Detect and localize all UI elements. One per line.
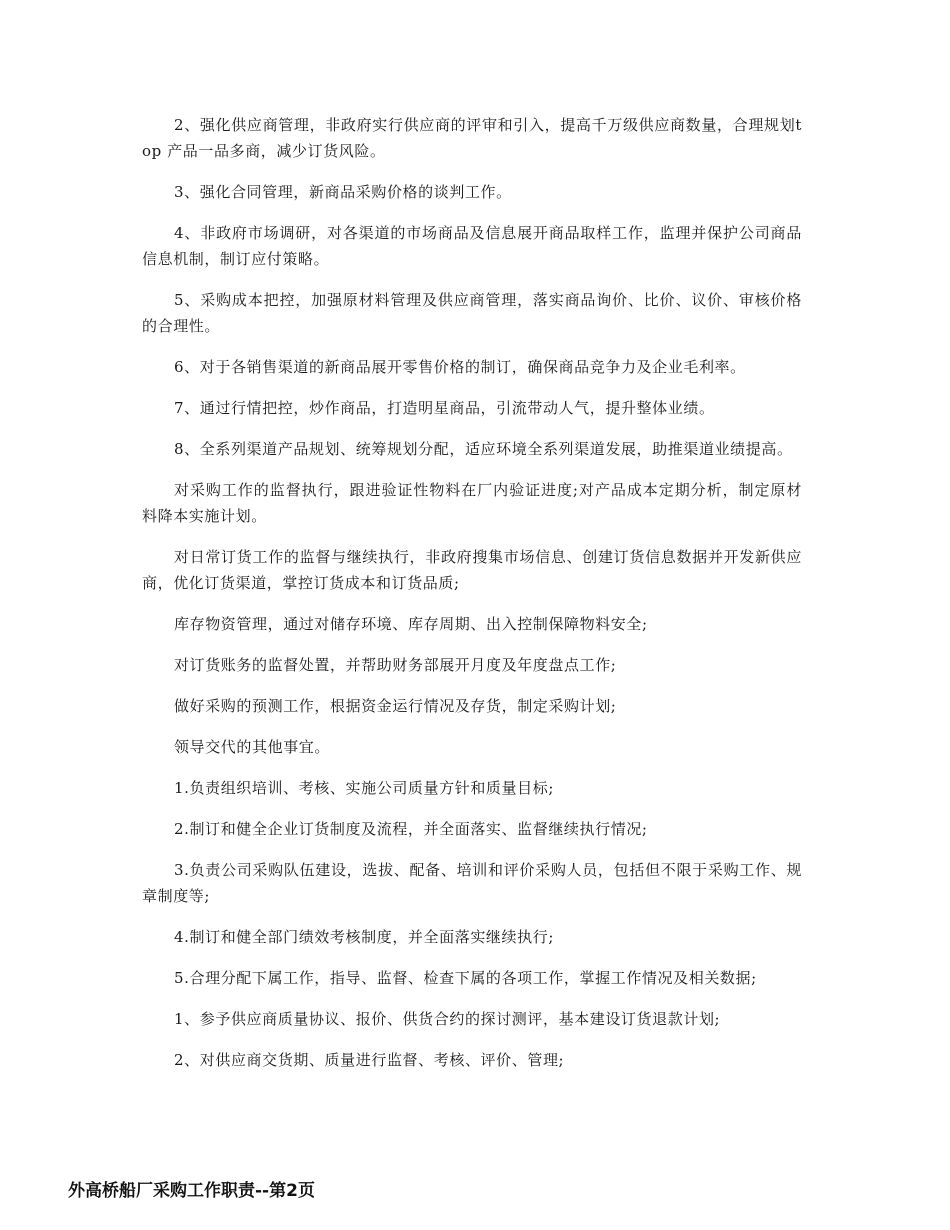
- paragraph-18: 5.合理分配下属工作，指导、监督、检查下属的各项工作，掌握工作情况及相关数据;: [174, 969, 757, 987]
- paragraph-19: 1、参予供应商质量协议、报价、供货合约的探讨测评，基本建设订货退款计划;: [174, 1010, 721, 1028]
- paragraph-13: 领导交代的其他事宜。: [174, 738, 331, 756]
- paragraph-20: 2、对供应商交货期、质量进行监督、考核、评价、管理;: [174, 1051, 565, 1069]
- paragraph-11: 对订货账务的监督处置，并帮助财务部展开月度及年度盘点工作;: [174, 656, 617, 674]
- paragraph-8: 对采购工作的监督执行，跟进验证性物料在厂内验证进度;对产品成本定期分析，制定原材料降本实施计划。: [142, 481, 802, 525]
- paragraph-15: 2.制订和健全企业订货制度及流程，并全面落实、监督继续执行情况;: [174, 820, 648, 838]
- paragraph-3: 4、非政府市场调研，对各渠道的市场商品及信息展开商品取样工作，监理并保护公司商品信息机制，制订应付策略。: [142, 224, 802, 268]
- paragraph-7: 8、全系列渠道产品规划、统筹规划分配，适应环境全系列渠道发展，助推渠道业绩提高。: [174, 440, 793, 458]
- paragraph-17: 4.制订和健全部门绩效考核制度，并全面落实继续执行;: [174, 928, 554, 946]
- document-body: [142, 112, 802, 1088]
- page-footer: 外高桥船厂采购工作职责--第2页: [68, 1181, 315, 1201]
- paragraph-12: 做好采购的预测工作，根据资金运行情况及存货，制定采购计划;: [174, 697, 617, 715]
- paragraph-9: 对日常订货工作的监督与继续执行，非政府搜集市场信息、创建订货信息数据并开发新供应商，优化订货渠道，掌控订货成本和订货品质;: [142, 548, 802, 592]
- paragraph-14: 1.负责组织培训、考核、实施公司质量方针和质量目标;: [174, 779, 554, 797]
- paragraph-4: 5、采购成本把控，加强原材料管理及供应商管理，落实商品询价、比价、议价、审核价格的合理性。: [142, 291, 802, 335]
- paragraph-16: 3.负责公司采购队伍建设，选拔、配备、培训和评价采购人员，包括但不限于采购工作、规章制度等;: [142, 861, 802, 905]
- paragraph-5: 6、对于各销售渠道的新商品展开零售价格的制订，确保商品竞争力及企业毛利率。: [174, 358, 746, 376]
- paragraph-10: 库存物资管理，通过对储存环境、库存周期、出入控制保障物料安全;: [174, 615, 648, 633]
- paragraph-2: 3、强化合同管理，新商品采购价格的谈判工作。: [174, 183, 512, 201]
- paragraph-1: 2、强化供应商管理，非政府实行供应商的评审和引入，提高千万级供应商数量，合理规划top 产品一品多商，减少订货风险。: [142, 116, 802, 160]
- paragraph-6: 7、通过行情把控，炒作商品，打造明星商品，引流带动人气，提升整体业绩。: [174, 399, 715, 417]
